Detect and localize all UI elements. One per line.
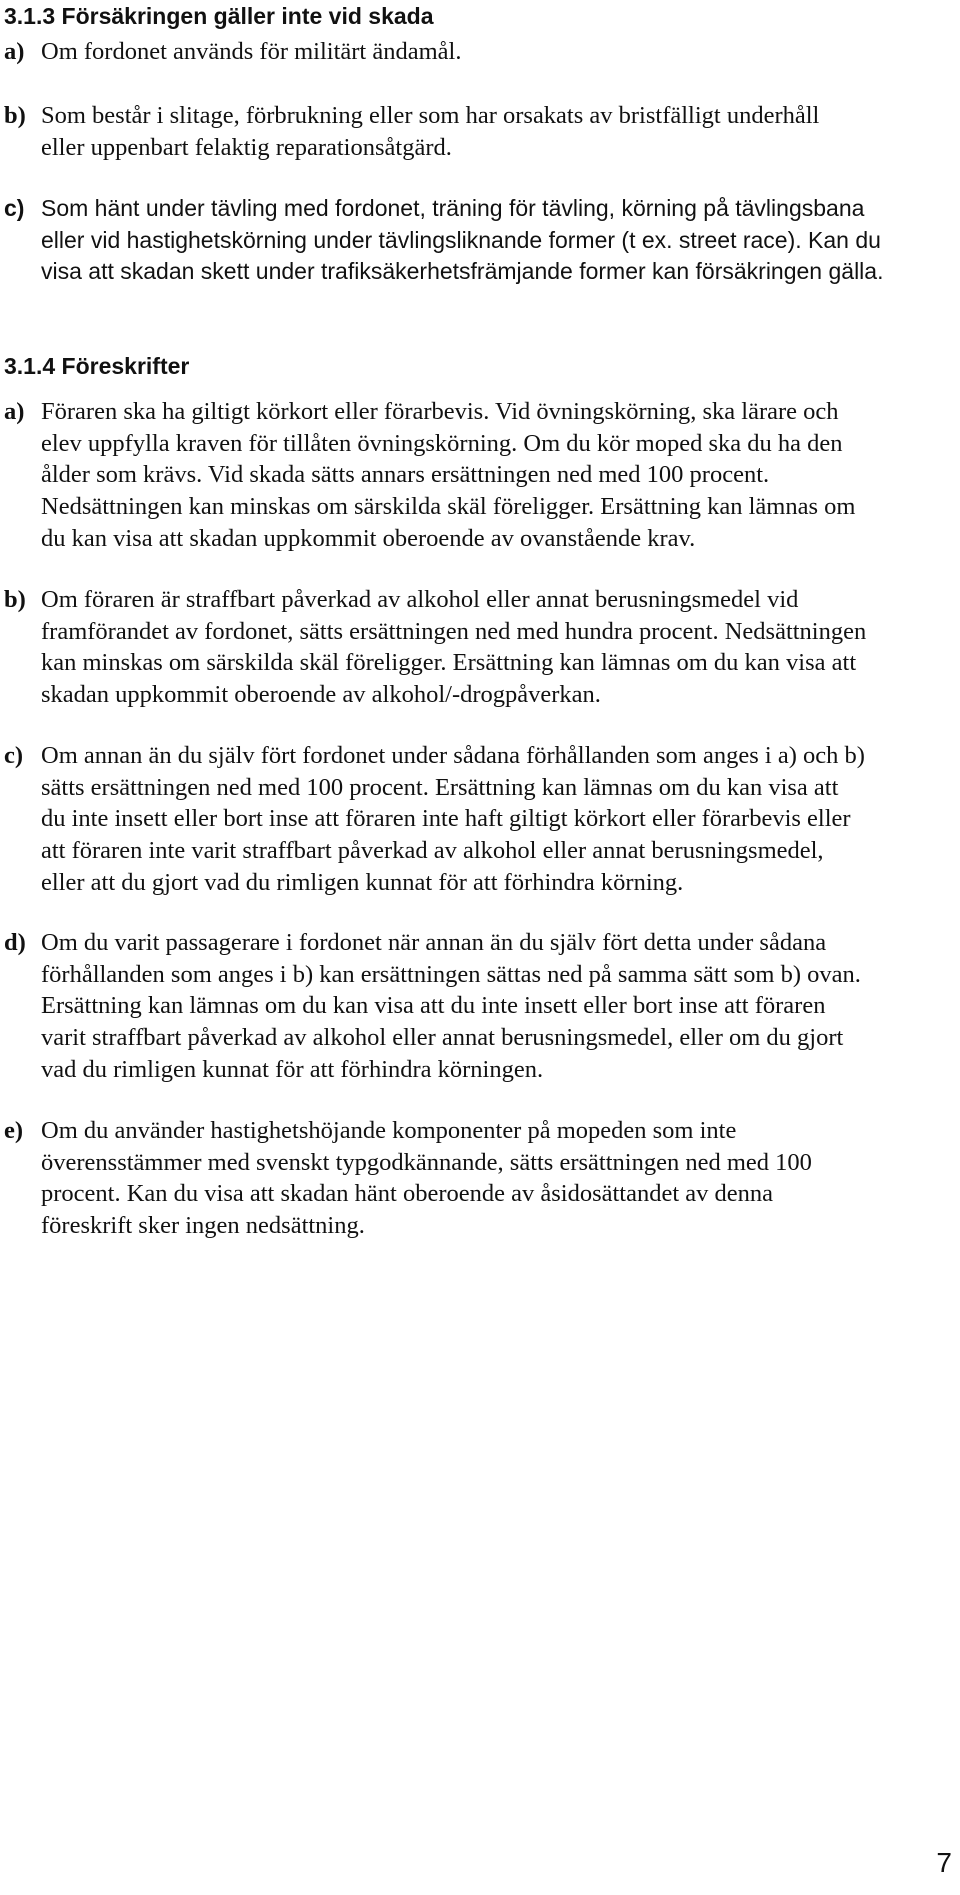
list-marker: e) [4,1117,24,1144]
list-item-text: Som hänt under tävling med fordonet, träning för tävling, körning på tävlingsbana eller vid hastighetskörning under tävlingsliknande former (t ex. street race). Kan du visa att skadan skett under trafiksäkerhetsfrämjande former kan försäkringen gälla. [41,195,884,285]
list-marker: b) [4,586,26,613]
list-item-314-a [4,396,954,555]
list-item-314-d [4,927,954,1086]
list-item-314-e [4,1115,954,1242]
list-item-text: Om du varit passagerare i fordonet när annan än du själv fört detta under sådana förhållanden som anges i b) kan ersättningen sättas ned på samma sätt som b) ovan. Ersättning kan lämnas om du kan visa att du inte insett eller bort inse att föraren varit straffbart påverkad av alkohol eller annat berusningsmedel, eller om du gjort vad du rimligen kunnat för att förhindra körningen. [41,929,861,1083]
list-item-text: Om föraren är straffbart påverkad av alkohol eller annat berusningsmedel vid framförandet av fordonet, sätts ersättningen ned med hundra procent. Nedsättningen kan minskas om särskilda skäl föreligger. Ersättning kan lämnas om du kan visa att skadan uppkommit oberoende av alkohol/-drogpåverkan. [41,586,867,709]
list-marker: c) [4,195,25,221]
list-item-313-c [4,193,954,288]
list-item-text: Om annan än du själv fört fordonet under sådana förhållanden som anges i a) och b) sätts ersättningen ned med 100 procent. Ersättning kan lämnas om du kan visa att du inte insett eller bort inse att föraren inte haft giltigt körkort eller förarbevis eller att föraren inte varit straffbart påverkad av alkohol eller annat berusningsmedel, eller att du gjort vad du rimligen kunnat för att förhindra körning. [41,742,865,896]
list-item-text: Om du använder hastighetshöjande komponenter på mopeden som inte överensstämmer med svenskt typgodkännande, sätts ersättningen ned med 100 procent. Kan du visa att skadan hänt oberoende av åsidosättandet av denna föreskrift sker ingen nedsättning. [41,1117,812,1240]
list-marker: b) [4,102,26,129]
section-title-3-1-3: 3.1.3 Försäkringen gäller inte vid skada [4,3,434,29]
list-item-314-c [4,740,954,899]
page-number: 7 [936,1847,952,1878]
list-marker: a) [4,398,25,425]
list-item-text: Föraren ska ha giltigt körkort eller förarbevis. Vid övningskörning, ska lärare och elev uppfylla kraven för tillåten övningskörning. Om du kör moped ska du ha den ålder som krävs. Vid skada sätts annars ersättningen ned med 100 procent. Nedsättningen kan minskas om särskilda skäl föreligger. Ersättning kan lämnas om du kan visa att skadan uppkommit oberoende av ovanstående krav. [41,398,856,552]
list-marker: c) [4,742,24,769]
list-item-314-b [4,584,954,711]
list-marker: d) [4,929,26,956]
list-marker: a) [4,38,25,65]
list-item-313-a [4,36,954,68]
list-item-text: Om fordonet används för militärt ändamål. [41,38,462,65]
section-title-3-1-4: 3.1.4 Föreskrifter [4,353,190,379]
list-item-313-b [4,100,954,163]
list-item-text: Som består i slitage, förbrukning eller som har orsakats av bristfälligt underhåll eller uppenbart felaktig reparationsåtgärd. [41,102,820,161]
